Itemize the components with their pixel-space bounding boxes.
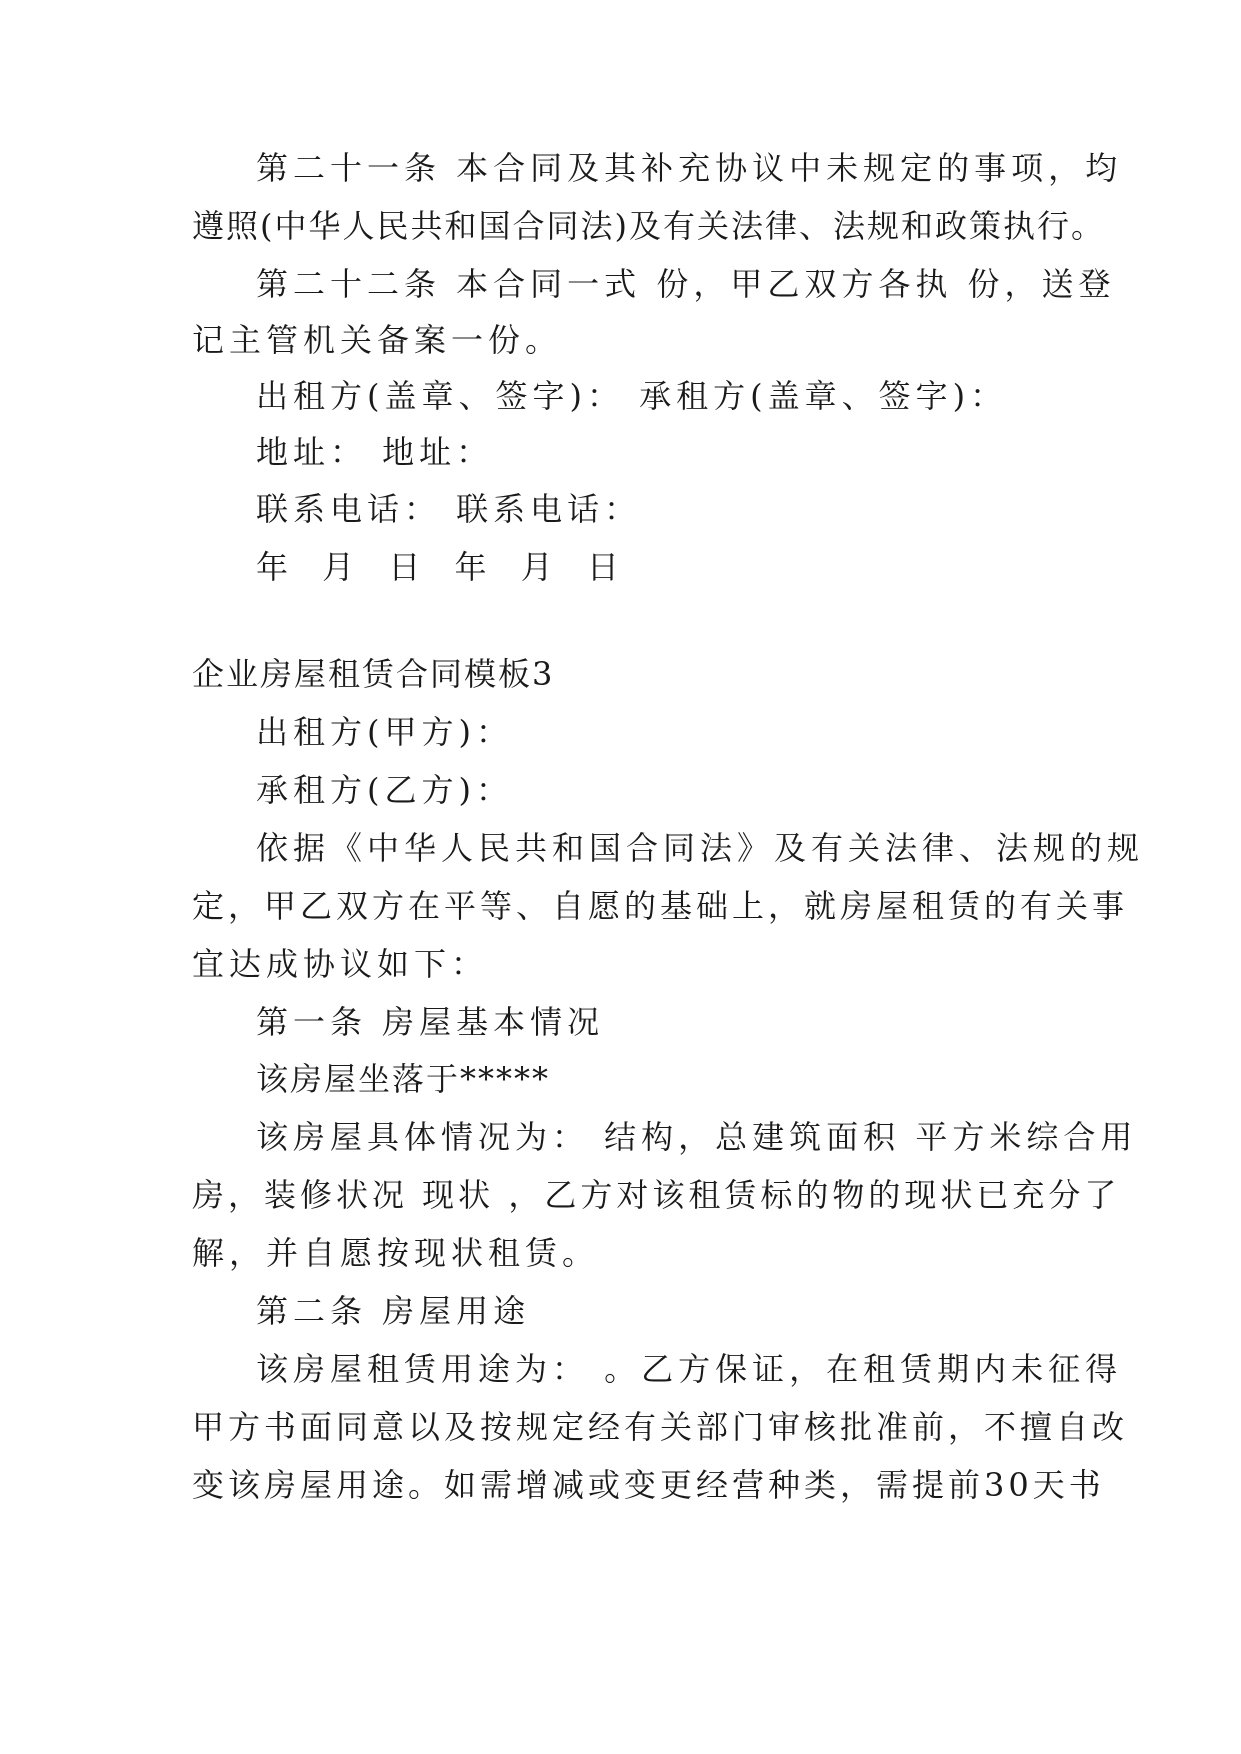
text-line: 记主管机关备案一份。 [192,321,563,359]
text-line: 定，甲乙双方在平等、自愿的基础上，就房屋租赁的有关事 [192,887,1129,925]
text-line: 宜达成协议如下： [192,945,489,983]
text-line: 甲方书面同意以及按规定经有关部门审核批准前，不擅自改 [192,1408,1129,1446]
text-line: 遵照(中华人民共和国合同法)及有关法律、法规和政策执行。 [192,207,1105,245]
text-line: 解，并自愿按现状租赁。 [192,1234,600,1272]
text-line: 房，装修状况 现状 ，乙方对该租赁标的物的现状已充分了 [192,1176,1121,1214]
text-line: 出租方(盖章、签字)： 承租方(盖章、签字)： [256,377,1008,415]
text-line: 第二条 房屋用途 [256,1292,531,1330]
text-line: 该房屋租赁用途为： 。乙方保证，在租赁期内未征得 [256,1350,1123,1388]
section-title: 企业房屋租赁合同模板3 [192,655,555,693]
text-line: 出租方(甲方)： [256,713,513,751]
text-line: 承租方(乙方)： [256,771,513,809]
text-line: 地址： 地址： [256,433,494,471]
text-line: 第一条 房屋基本情况 [256,1003,605,1041]
text-line: 变该房屋用途。如需增减或变更经营种类，需提前30天书 [192,1466,1105,1504]
text-line: 联系电话： 联系电话： [256,490,642,528]
text-line: 第二十二条 本合同一式 份，甲乙双方各执 份，送登 [256,265,1116,303]
text-line: 该房屋坐落于***** [256,1060,551,1098]
text-line: 依据《中华人民共和国合同法》及有关法律、法规的规 [256,829,1145,867]
text-line: 年 月 日 年 月 日 [256,548,624,586]
text-line: 该房屋具体情况为： 结构，总建筑面积 平方米综合用 [256,1118,1138,1156]
text-line: 第二十一条 本合同及其补充协议中未规定的事项，均 [256,149,1123,187]
